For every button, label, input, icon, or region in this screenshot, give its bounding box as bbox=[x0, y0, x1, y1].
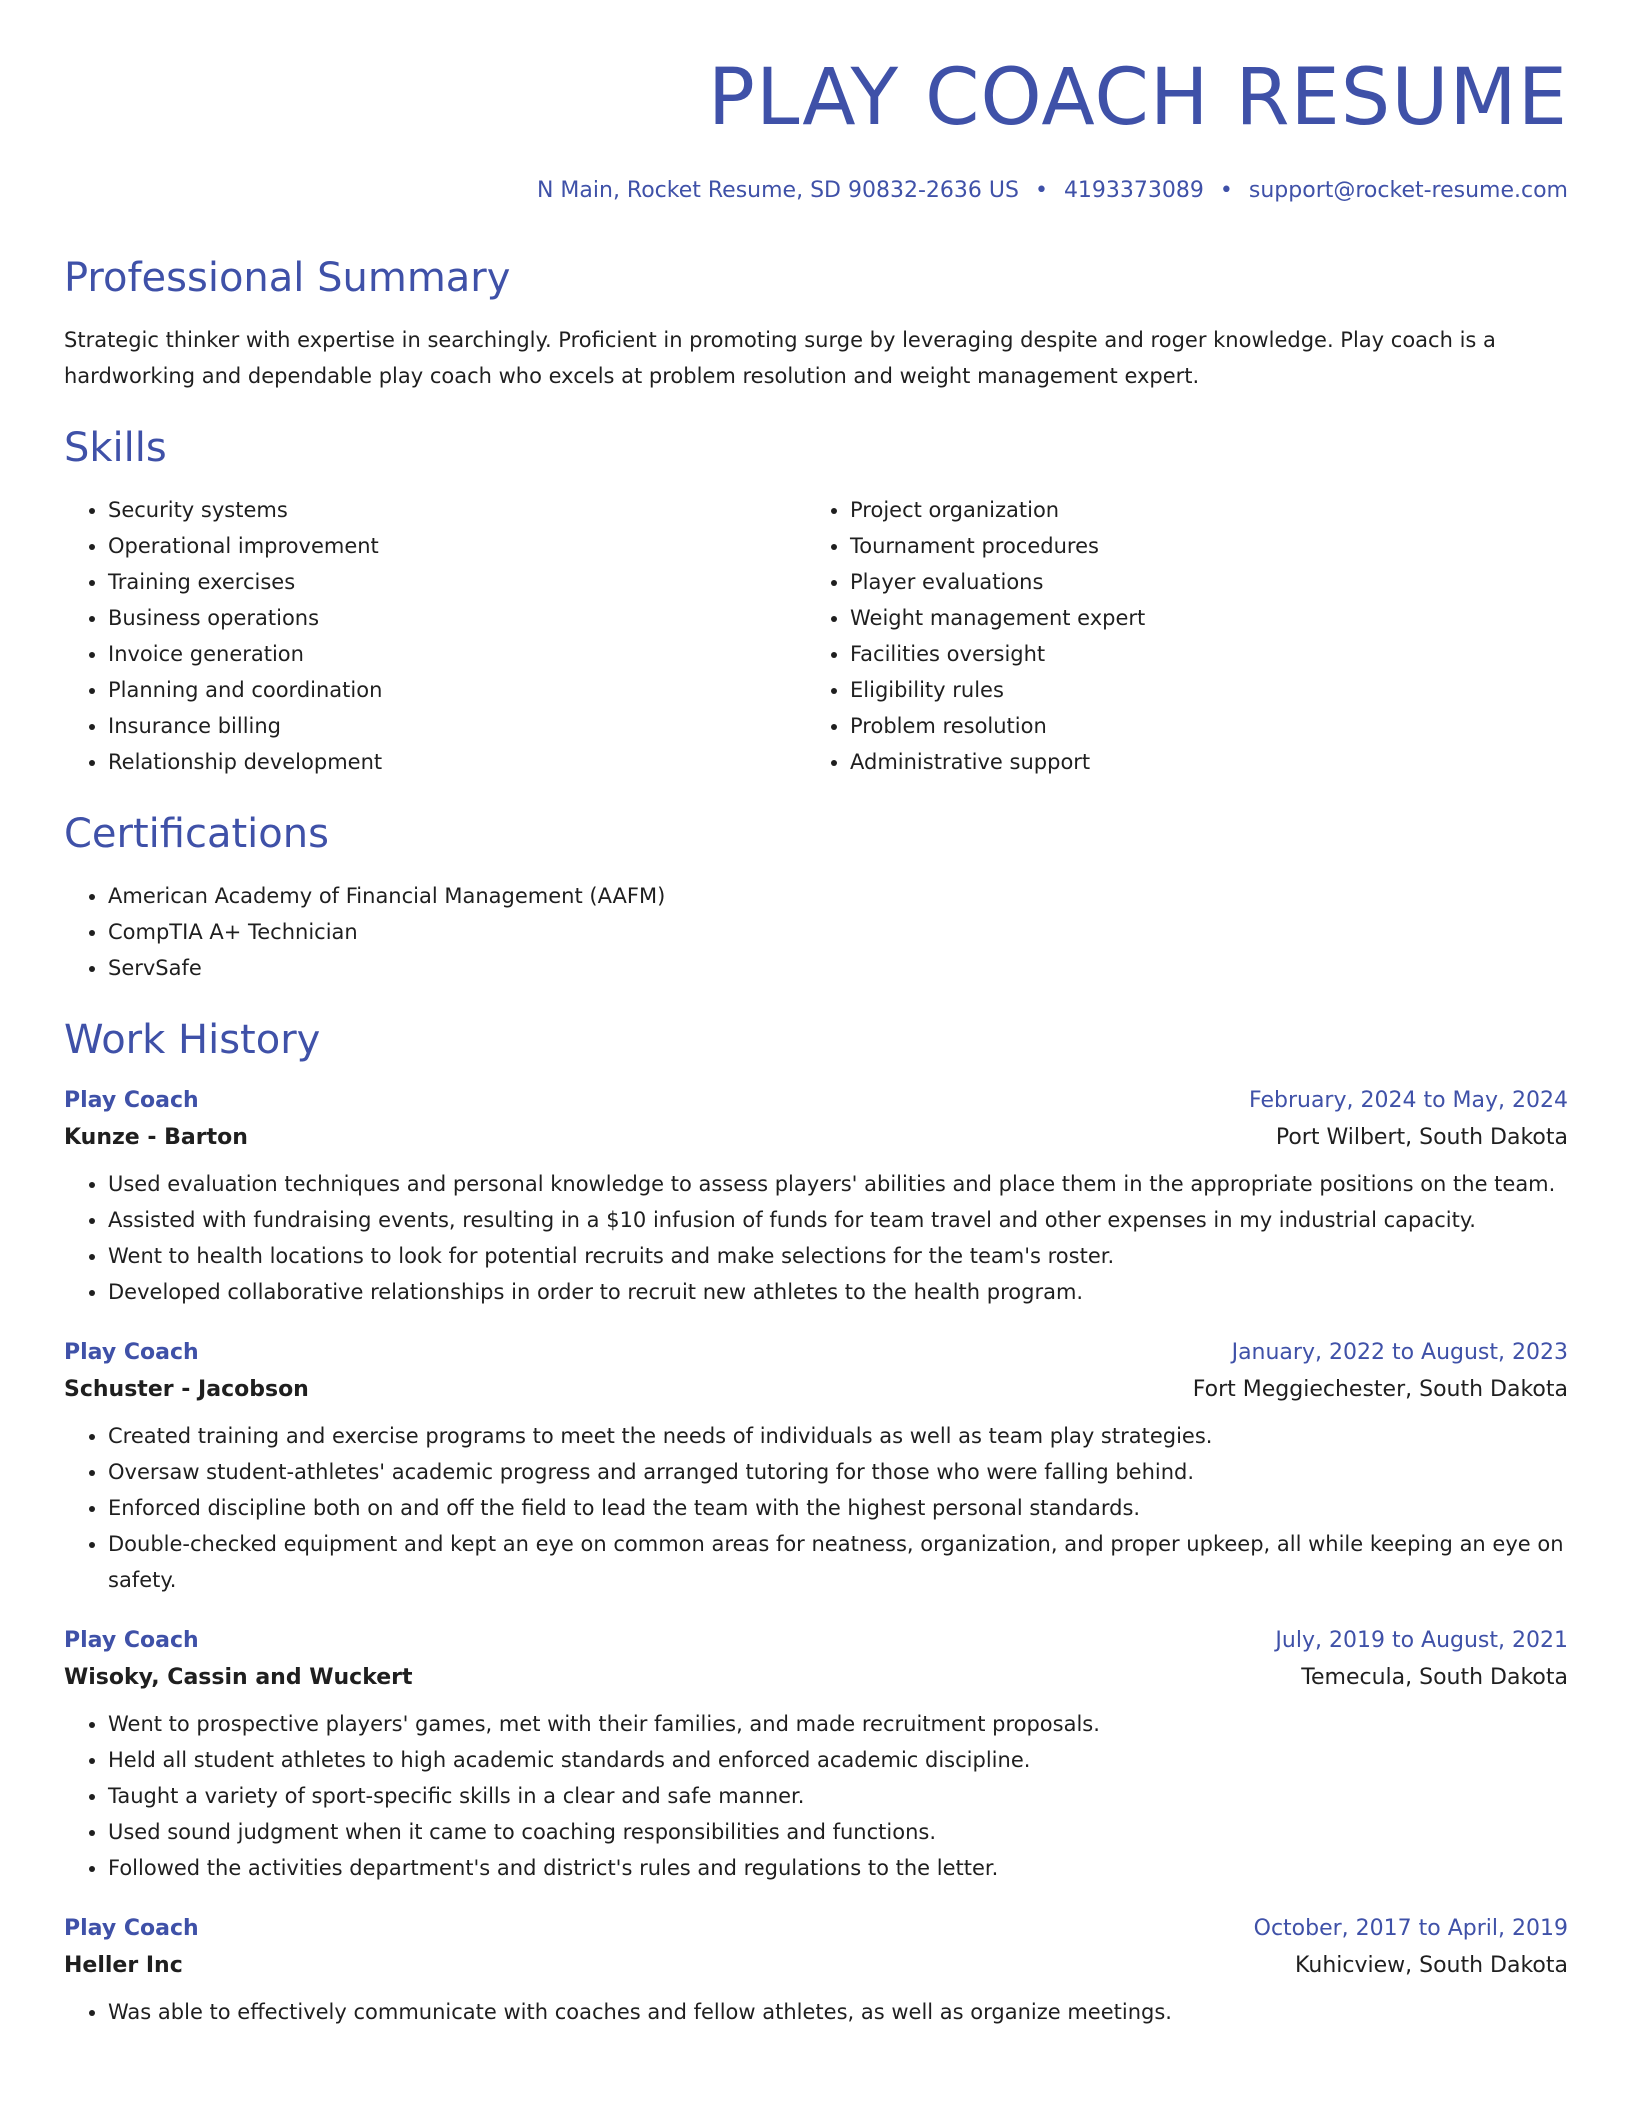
skills-column-left bbox=[64, 492, 806, 780]
job-dates: October, 2017 to April, 2019 bbox=[1253, 1916, 1568, 1942]
skill-item: • Weight management expert bbox=[850, 600, 1548, 636]
job-bullet: • Was able to effectively communicate with coaches and fellow athletes, as well as organize meetings. bbox=[108, 1994, 1568, 2030]
contact-address: N Main, Rocket Resume, SD 90832-2636 US bbox=[536, 177, 1019, 203]
job-bullet: • Double-checked equipment and kept an eye on common areas for neatness, organization, and proper upkeep, all while keeping an eye on safety. bbox=[108, 1526, 1568, 1598]
skill-item: • Relationship development bbox=[108, 744, 806, 780]
job-bullet: • Assisted with fundraising events, resulting in a $10 infusion of funds for team travel and other expenses in my industrial capacity. bbox=[108, 1202, 1568, 1238]
skill-item: • Administrative support bbox=[850, 744, 1548, 780]
job-location: Kuhicview, South Dakota bbox=[1295, 1953, 1568, 1979]
contact-separator: • bbox=[1034, 177, 1048, 203]
resume-title: PLAY COACH RESUME bbox=[707, 53, 1568, 143]
job-bullet: • Developed collaborative relationships in order to recruit new athletes to the health program. bbox=[108, 1274, 1568, 1310]
skill-item: • Security systems bbox=[108, 492, 806, 528]
job-entry bbox=[64, 1088, 1568, 1310]
work-history-heading: Work History bbox=[64, 1017, 321, 1064]
job-bullet: • Followed the activities department's and district's rules and regulations to the letter. bbox=[108, 1850, 1568, 1886]
certification-item: • ServSafe bbox=[108, 950, 1568, 986]
job-bullet: • Went to health locations to look for potential recruits and make selections for the team's roster. bbox=[108, 1238, 1568, 1274]
job-dates: February, 2024 to May, 2024 bbox=[1249, 1088, 1568, 1114]
skill-item: • Invoice generation bbox=[108, 636, 806, 672]
certifications-list bbox=[64, 878, 1568, 986]
job-bullet: • Went to prospective players' games, met with their families, and made recruitment proposals. bbox=[108, 1706, 1568, 1742]
skills-list bbox=[64, 492, 1568, 780]
skill-item: • Project organization bbox=[850, 492, 1548, 528]
certification-item: • American Academy of Financial Management (AAFM) bbox=[108, 878, 1568, 914]
job-bullet: • Enforced discipline both on and off the field to lead the team with the highest personal standards. bbox=[108, 1490, 1568, 1526]
job-company: Kunze - Barton bbox=[64, 1125, 248, 1151]
job-bullets bbox=[64, 1994, 1568, 2030]
job-location: Fort Meggiechester, South Dakota bbox=[1192, 1377, 1568, 1403]
summary-heading: Professional Summary bbox=[64, 255, 511, 302]
skills-heading: Skills bbox=[64, 425, 167, 472]
contact-separator: • bbox=[1219, 177, 1233, 203]
job-title: Play Coach bbox=[64, 1340, 199, 1366]
job-company: Wisoky, Cassin and Wuckert bbox=[64, 1665, 413, 1691]
job-location: Port Wilbert, South Dakota bbox=[1275, 1125, 1568, 1151]
job-bullet: • Held all student athletes to high academic standards and enforced academic discipline. bbox=[108, 1742, 1568, 1778]
skill-item: • Eligibility rules bbox=[850, 672, 1548, 708]
job-bullets bbox=[64, 1706, 1568, 1886]
job-bullet: • Used evaluation techniques and personal knowledge to assess players' abilities and place them in the appropriate positions on the team. bbox=[108, 1166, 1568, 1202]
job-title: Play Coach bbox=[64, 1088, 199, 1114]
job-entry bbox=[64, 1340, 1568, 1598]
summary-text: Strategic thinker with expertise in searchingly. Proficient in promoting surge by leveraging despite and roger knowledge. Play coach is a hardworking and dependable play coach who excels at problem resolution and weight management expert. bbox=[64, 328, 1496, 389]
contact-phone: 4193373089 bbox=[1063, 177, 1204, 203]
certification-item: • CompTIA A+ Technician bbox=[108, 914, 1568, 950]
job-title: Play Coach bbox=[64, 1916, 199, 1942]
skill-item: • Problem resolution bbox=[850, 708, 1548, 744]
skill-item: • Business operations bbox=[108, 600, 806, 636]
job-entry bbox=[64, 1916, 1568, 2030]
job-company: Schuster - Jacobson bbox=[64, 1377, 309, 1403]
skill-item: • Insurance billing bbox=[108, 708, 806, 744]
job-dates: July, 2019 to August, 2021 bbox=[1275, 1628, 1568, 1654]
skill-item: • Training exercises bbox=[108, 564, 806, 600]
contact-line bbox=[64, 178, 1568, 204]
job-bullet: • Taught a variety of sport-specific skills in a clear and safe manner. bbox=[108, 1778, 1568, 1814]
job-bullet: • Oversaw student-athletes' academic progress and arranged tutoring for those who were falling behind. bbox=[108, 1454, 1568, 1490]
job-bullet: • Used sound judgment when it came to coaching responsibilities and functions. bbox=[108, 1814, 1568, 1850]
contact-email: support@rocket-resume.com bbox=[1248, 177, 1568, 203]
job-bullets bbox=[64, 1418, 1568, 1598]
job-title: Play Coach bbox=[64, 1628, 199, 1654]
skill-item: • Operational improvement bbox=[108, 528, 806, 564]
job-bullets bbox=[64, 1166, 1568, 1310]
skill-item: • Planning and coordination bbox=[108, 672, 806, 708]
skills-column-right bbox=[806, 492, 1548, 780]
job-dates: January, 2022 to August, 2023 bbox=[1231, 1340, 1568, 1366]
certifications-heading: Certifications bbox=[64, 811, 329, 858]
skill-item: • Facilities oversight bbox=[850, 636, 1548, 672]
skill-item: • Player evaluations bbox=[850, 564, 1548, 600]
skill-item: • Tournament procedures bbox=[850, 528, 1548, 564]
job-location: Temecula, South Dakota bbox=[1301, 1665, 1568, 1691]
job-entry bbox=[64, 1628, 1568, 1886]
job-bullet: • Created training and exercise programs to meet the needs of individuals as well as team play strategies. bbox=[108, 1418, 1568, 1454]
job-company: Heller Inc bbox=[64, 1953, 183, 1979]
